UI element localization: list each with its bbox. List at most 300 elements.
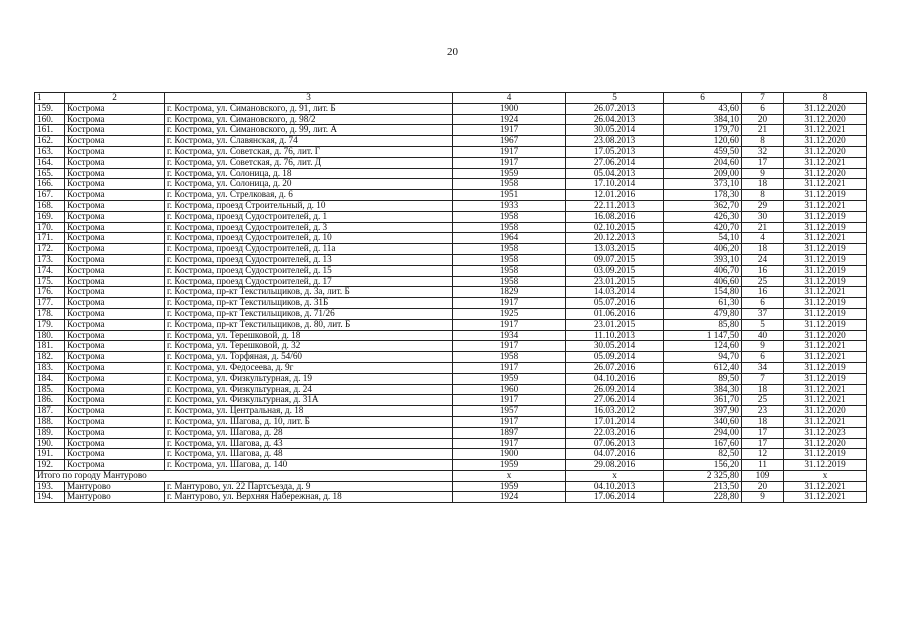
date-cell: 01.06.2016 (566, 308, 664, 319)
city-cell: Кострома (65, 427, 165, 438)
year-cell: 1917 (453, 146, 566, 157)
residents-cell: 34 (742, 362, 784, 373)
city-cell: Кострома (65, 179, 165, 190)
row-number-cell: 160. (35, 114, 65, 125)
residents-cell: 6 (742, 298, 784, 309)
address-cell: г. Кострома, ул. Советская, д. 76, лит. Г (165, 146, 453, 157)
city-cell: Кострома (65, 395, 165, 406)
table-row (35, 406, 867, 417)
deadline-cell: 31.12.2019 (784, 244, 867, 255)
area-cell: 384,30 (664, 384, 742, 395)
table-row (35, 276, 867, 287)
residents-cell: 9 (742, 492, 784, 503)
deadline-cell: 31.12.2020 (784, 330, 867, 341)
table-row (35, 438, 867, 449)
row-number-cell: 161. (35, 125, 65, 136)
address-cell: г. Кострома, ул. Физкультурная, д. 31А (165, 395, 453, 406)
area-cell: 54,10 (664, 233, 742, 244)
subtotal-label: Итого по городу Мантурово (35, 470, 453, 481)
deadline-cell: 31.12.2019 (784, 222, 867, 233)
table-row (35, 460, 867, 471)
row-number-cell: 179. (35, 319, 65, 330)
deadline-cell: 31.12.2020 (784, 103, 867, 114)
date-cell: 30.05.2014 (566, 341, 664, 352)
year-cell: 1917 (453, 157, 566, 168)
year-cell: 1958 (453, 244, 566, 255)
year-cell: 1958 (453, 222, 566, 233)
deadline-cell: 31.12.2019 (784, 190, 867, 201)
date-cell: 14.03.2014 (566, 287, 664, 298)
subtotal-area: 2 325,80 (664, 470, 742, 481)
row-number-cell: 170. (35, 222, 65, 233)
year-cell: 1960 (453, 384, 566, 395)
city-cell: Кострома (65, 449, 165, 460)
address-cell: г. Кострома, ул. Симановского, д. 91, лит. Б (165, 103, 453, 114)
row-number-cell: 181. (35, 341, 65, 352)
row-number-cell: 165. (35, 168, 65, 179)
deadline-cell: 31.12.2019 (784, 319, 867, 330)
row-number-cell: 174. (35, 265, 65, 276)
year-cell: 1917 (453, 319, 566, 330)
address-cell: г. Кострома, ул. Центральная, д. 18 (165, 406, 453, 417)
address-cell: г. Кострома, проезд Судостроителей, д. 13 (165, 254, 453, 265)
residents-cell: 6 (742, 352, 784, 363)
table-row (35, 395, 867, 406)
address-cell: г. Кострома, ул. Шагова, д. 140 (165, 460, 453, 471)
address-cell: г. Кострома, ул. Шагова, д. 10, лит. Б (165, 416, 453, 427)
table-row (35, 341, 867, 352)
area-cell: 167,60 (664, 438, 742, 449)
date-cell: 26.04.2013 (566, 114, 664, 125)
year-cell: 1897 (453, 427, 566, 438)
address-cell: г. Кострома, ул. Терешковой, д. 32 (165, 341, 453, 352)
column-number-header: 8 (784, 93, 867, 104)
table-row (35, 427, 867, 438)
area-cell: 294,00 (664, 427, 742, 438)
deadline-cell: 31.12.2019 (784, 373, 867, 384)
residents-cell: 5 (742, 319, 784, 330)
row-number-cell: 168. (35, 200, 65, 211)
address-cell: г. Кострома, ул. Славянская, д. 74 (165, 136, 453, 147)
table-row (35, 244, 867, 255)
deadline-cell: 31.12.2020 (784, 146, 867, 157)
address-cell: г. Кострома, пр-кт Текстильщиков, д. 71/26 (165, 308, 453, 319)
residents-cell: 20 (742, 481, 784, 492)
area-cell: 340,60 (664, 416, 742, 427)
residents-cell: 18 (742, 416, 784, 427)
table-row (35, 265, 867, 276)
column-number-header: 5 (566, 93, 664, 104)
city-cell: Кострома (65, 265, 165, 276)
city-cell: Кострома (65, 254, 165, 265)
table-row (35, 416, 867, 427)
area-cell: 82,50 (664, 449, 742, 460)
deadline-cell: 31.12.2021 (784, 125, 867, 136)
year-cell: 1917 (453, 341, 566, 352)
city-cell: Мантурово (65, 492, 165, 503)
deadline-cell: 31.12.2020 (784, 438, 867, 449)
city-cell: Кострома (65, 146, 165, 157)
date-cell: 22.11.2013 (566, 200, 664, 211)
residents-cell: 16 (742, 287, 784, 298)
residents-cell: 23 (742, 406, 784, 417)
area-cell: 85,80 (664, 319, 742, 330)
date-cell: 13.03.2015 (566, 244, 664, 255)
date-cell: 05.07.2016 (566, 298, 664, 309)
area-cell: 406,70 (664, 265, 742, 276)
table-row (35, 211, 867, 222)
year-cell: 1900 (453, 103, 566, 114)
residents-cell: 21 (742, 222, 784, 233)
date-cell: 17.05.2013 (566, 146, 664, 157)
row-number-cell: 193. (35, 481, 65, 492)
date-cell: 16.08.2016 (566, 211, 664, 222)
city-cell: Кострома (65, 460, 165, 471)
column-number-header: 3 (165, 93, 453, 104)
row-number-cell: 180. (35, 330, 65, 341)
deadline-cell: 31.12.2020 (784, 168, 867, 179)
residents-cell: 40 (742, 330, 784, 341)
date-cell: 23.08.2013 (566, 136, 664, 147)
city-cell: Кострома (65, 319, 165, 330)
address-cell: г. Кострома, ул. Физкультурная, д. 24 (165, 384, 453, 395)
row-number-cell: 169. (35, 211, 65, 222)
year-cell: 1917 (453, 125, 566, 136)
row-number-cell: 162. (35, 136, 65, 147)
row-number-cell: 177. (35, 298, 65, 309)
residents-cell: 9 (742, 341, 784, 352)
area-cell: 373,10 (664, 179, 742, 190)
table-row (35, 157, 867, 168)
residents-cell: 6 (742, 103, 784, 114)
area-cell: 156,20 (664, 460, 742, 471)
row-number-cell: 171. (35, 233, 65, 244)
address-cell: г. Кострома, ул. Физкультурная, д. 19 (165, 373, 453, 384)
deadline-cell: 31.12.2019 (784, 298, 867, 309)
subtotal-year: x (453, 470, 566, 481)
deadline-cell: 31.12.2021 (784, 179, 867, 190)
deadline-cell: 31.12.2021 (784, 200, 867, 211)
area-cell: 406,20 (664, 244, 742, 255)
deadline-cell: 31.12.2020 (784, 406, 867, 417)
area-cell: 213,50 (664, 481, 742, 492)
address-cell: г. Кострома, ул. Симановского, д. 99, лит. А (165, 125, 453, 136)
date-cell: 02.10.2015 (566, 222, 664, 233)
date-cell: 26.07.2013 (566, 103, 664, 114)
year-cell: 1933 (453, 200, 566, 211)
area-cell: 1 147,50 (664, 330, 742, 341)
city-cell: Кострома (65, 438, 165, 449)
city-cell: Кострома (65, 406, 165, 417)
table-row (35, 352, 867, 363)
address-cell: г. Кострома, ул. Торфяная, д. 54/60 (165, 352, 453, 363)
year-cell: 1917 (453, 395, 566, 406)
residents-cell: 18 (742, 244, 784, 255)
address-cell: г. Кострома, проезд Судостроителей, д. 10 (165, 233, 453, 244)
address-cell: г. Кострома, пр-кт Текстильщиков, д. 3а, лит. Б (165, 287, 453, 298)
address-cell: г. Кострома, ул. Советская, д. 76, лит. Д (165, 157, 453, 168)
column-number-header: 7 (742, 93, 784, 104)
deadline-cell: 31.12.2021 (784, 416, 867, 427)
city-cell: Кострома (65, 222, 165, 233)
address-cell: г. Мантурово, ул. 22 Партсъезда, д. 9 (165, 481, 453, 492)
date-cell: 17.10.2014 (566, 179, 664, 190)
table-row (35, 481, 867, 492)
table-row (35, 319, 867, 330)
row-number-cell: 163. (35, 146, 65, 157)
area-cell: 479,80 (664, 308, 742, 319)
year-cell: 1917 (453, 438, 566, 449)
deadline-cell: 31.12.2019 (784, 308, 867, 319)
year-cell: 1924 (453, 114, 566, 125)
city-cell: Кострома (65, 416, 165, 427)
row-number-cell: 159. (35, 103, 65, 114)
table-row (35, 449, 867, 460)
subtotal-row (35, 470, 867, 481)
deadline-cell: 31.12.2020 (784, 136, 867, 147)
address-cell: г. Кострома, проезд Судостроителей, д. 11а (165, 244, 453, 255)
residents-cell: 12 (742, 449, 784, 460)
area-cell: 120,60 (664, 136, 742, 147)
table-body (35, 93, 867, 503)
residents-cell: 21 (742, 125, 784, 136)
residents-cell: 30 (742, 211, 784, 222)
city-cell: Кострома (65, 341, 165, 352)
year-cell: 1959 (453, 373, 566, 384)
year-cell: 1917 (453, 362, 566, 373)
row-number-cell: 192. (35, 460, 65, 471)
area-cell: 228,80 (664, 492, 742, 503)
area-cell: 420,70 (664, 222, 742, 233)
page-number: 20 (447, 46, 458, 58)
date-cell: 04.10.2016 (566, 373, 664, 384)
table-row (35, 179, 867, 190)
column-number-header: 1 (35, 93, 65, 104)
year-cell: 1924 (453, 492, 566, 503)
area-cell: 94,70 (664, 352, 742, 363)
date-cell: 17.01.2014 (566, 416, 664, 427)
date-cell: 23.01.2015 (566, 319, 664, 330)
year-cell: 1925 (453, 308, 566, 319)
city-cell: Мантурово (65, 481, 165, 492)
address-cell: г. Кострома, ул. Стрелковая, д. 6 (165, 190, 453, 201)
year-cell: 1829 (453, 287, 566, 298)
year-cell: 1959 (453, 481, 566, 492)
year-cell: 1959 (453, 168, 566, 179)
table-row (35, 222, 867, 233)
date-cell: 27.06.2014 (566, 395, 664, 406)
area-cell: 124,60 (664, 341, 742, 352)
residents-cell: 11 (742, 460, 784, 471)
address-cell: г. Кострома, ул. Шагова, д. 43 (165, 438, 453, 449)
deadline-cell: 31.12.2019 (784, 449, 867, 460)
date-cell: 05.04.2013 (566, 168, 664, 179)
address-cell: г. Кострома, ул. Федосеева, д. 9г (165, 362, 453, 373)
address-cell: г. Кострома, ул. Солоница, д. 18 (165, 168, 453, 179)
city-cell: Кострома (65, 103, 165, 114)
city-cell: Кострома (65, 244, 165, 255)
subtotal-residents: 109 (742, 470, 784, 481)
table-row (35, 298, 867, 309)
row-number-cell: 176. (35, 287, 65, 298)
date-cell: 05.09.2014 (566, 352, 664, 363)
year-cell: 1958 (453, 352, 566, 363)
deadline-cell: 31.12.2019 (784, 460, 867, 471)
residents-cell: 17 (742, 438, 784, 449)
year-cell: 1958 (453, 254, 566, 265)
year-cell: 1967 (453, 136, 566, 147)
row-number-cell: 186. (35, 395, 65, 406)
deadline-cell: 31.12.2019 (784, 211, 867, 222)
date-cell: 11.10.2013 (566, 330, 664, 341)
deadline-cell: 31.12.2021 (784, 352, 867, 363)
date-cell: 04.07.2016 (566, 449, 664, 460)
city-cell: Кострома (65, 233, 165, 244)
address-cell: г. Кострома, ул. Шагова, д. 48 (165, 449, 453, 460)
area-cell: 43,60 (664, 103, 742, 114)
year-cell: 1958 (453, 265, 566, 276)
city-cell: Кострома (65, 125, 165, 136)
date-cell: 30.05.2014 (566, 125, 664, 136)
deadline-cell: 31.12.2021 (784, 341, 867, 352)
date-cell: 23.01.2015 (566, 276, 664, 287)
residents-cell: 18 (742, 384, 784, 395)
residents-cell: 25 (742, 276, 784, 287)
date-cell: 27.06.2014 (566, 157, 664, 168)
area-cell: 384,10 (664, 114, 742, 125)
residents-cell: 9 (742, 168, 784, 179)
area-cell: 426,30 (664, 211, 742, 222)
residents-cell: 17 (742, 157, 784, 168)
city-cell: Кострома (65, 352, 165, 363)
city-cell: Кострома (65, 190, 165, 201)
deadline-cell: 31.12.2019 (784, 265, 867, 276)
table-row (35, 233, 867, 244)
row-number-cell: 182. (35, 352, 65, 363)
area-cell: 612,40 (664, 362, 742, 373)
table-row (35, 136, 867, 147)
date-cell: 12.01.2016 (566, 190, 664, 201)
date-cell: 26.09.2014 (566, 384, 664, 395)
table-row (35, 362, 867, 373)
city-cell: Кострома (65, 211, 165, 222)
year-cell: 1934 (453, 330, 566, 341)
residents-cell: 17 (742, 427, 784, 438)
date-cell: 16.03.2012 (566, 406, 664, 417)
table-row (35, 200, 867, 211)
city-cell: Кострома (65, 168, 165, 179)
table-row (35, 103, 867, 114)
residents-cell: 24 (742, 254, 784, 265)
city-cell: Кострома (65, 362, 165, 373)
column-number-header-row (35, 93, 867, 104)
address-cell: г. Кострома, проезд Судостроителей, д. 15 (165, 265, 453, 276)
row-number-cell: 167. (35, 190, 65, 201)
area-cell: 406,60 (664, 276, 742, 287)
address-cell: г. Кострома, проезд Судостроителей, д. 17 (165, 276, 453, 287)
city-cell: Кострома (65, 308, 165, 319)
column-number-header: 2 (65, 93, 165, 104)
date-cell: 03.09.2015 (566, 265, 664, 276)
area-cell: 397,90 (664, 406, 742, 417)
area-cell: 89,50 (664, 373, 742, 384)
city-cell: Кострома (65, 287, 165, 298)
table-row (35, 254, 867, 265)
residents-cell: 32 (742, 146, 784, 157)
year-cell: 1959 (453, 460, 566, 471)
subtotal-date: x (566, 470, 664, 481)
date-cell: 29.08.2016 (566, 460, 664, 471)
residents-cell: 4 (742, 233, 784, 244)
deadline-cell: 31.12.2021 (784, 481, 867, 492)
address-cell: г. Кострома, ул. Симановского, д. 98/2 (165, 114, 453, 125)
area-cell: 178,30 (664, 190, 742, 201)
date-cell: 07.06.2013 (566, 438, 664, 449)
year-cell: 1917 (453, 298, 566, 309)
date-cell: 17.06.2014 (566, 492, 664, 503)
residents-cell: 8 (742, 136, 784, 147)
row-number-cell: 189. (35, 427, 65, 438)
deadline-cell: 31.12.2021 (784, 384, 867, 395)
residents-cell: 29 (742, 200, 784, 211)
date-cell: 04.10.2013 (566, 481, 664, 492)
row-number-cell: 185. (35, 384, 65, 395)
residents-cell: 8 (742, 190, 784, 201)
date-cell: 09.07.2015 (566, 254, 664, 265)
city-cell: Кострома (65, 157, 165, 168)
row-number-cell: 190. (35, 438, 65, 449)
subtotal-deadline: x (784, 470, 867, 481)
city-cell: Кострома (65, 373, 165, 384)
table-row (35, 330, 867, 341)
area-cell: 393,10 (664, 254, 742, 265)
residents-cell: 20 (742, 114, 784, 125)
table-row (35, 492, 867, 503)
deadline-cell: 31.12.2021 (784, 492, 867, 503)
year-cell: 1958 (453, 211, 566, 222)
table-row (35, 125, 867, 136)
area-cell: 179,70 (664, 125, 742, 136)
city-cell: Кострома (65, 136, 165, 147)
row-number-cell: 194. (35, 492, 65, 503)
date-cell: 20.12.2013 (566, 233, 664, 244)
address-cell: г. Кострома, проезд Строительный, д. 10 (165, 200, 453, 211)
residents-cell: 18 (742, 179, 784, 190)
deadline-cell: 31.12.2019 (784, 254, 867, 265)
table-row (35, 168, 867, 179)
city-cell: Кострома (65, 384, 165, 395)
year-cell: 1958 (453, 276, 566, 287)
year-cell: 1951 (453, 190, 566, 201)
year-cell: 1958 (453, 179, 566, 190)
row-number-cell: 166. (35, 179, 65, 190)
column-number-header: 6 (664, 93, 742, 104)
city-cell: Кострома (65, 276, 165, 287)
row-number-cell: 164. (35, 157, 65, 168)
address-cell: г. Кострома, проезд Судостроителей, д. 3 (165, 222, 453, 233)
address-cell: г. Кострома, проезд Судостроителей, д. 1 (165, 211, 453, 222)
residents-cell: 25 (742, 395, 784, 406)
housing-registry-table (34, 92, 867, 503)
address-cell: г. Кострома, ул. Терешковой, д. 18 (165, 330, 453, 341)
table-row (35, 190, 867, 201)
deadline-cell: 31.12.2021 (784, 395, 867, 406)
table-row (35, 114, 867, 125)
address-cell: г. Кострома, пр-кт Текстильщиков, д. 31Б (165, 298, 453, 309)
table-row (35, 146, 867, 157)
deadline-cell: 31.12.2021 (784, 233, 867, 244)
address-cell: г. Кострома, ул. Шагова, д. 28 (165, 427, 453, 438)
